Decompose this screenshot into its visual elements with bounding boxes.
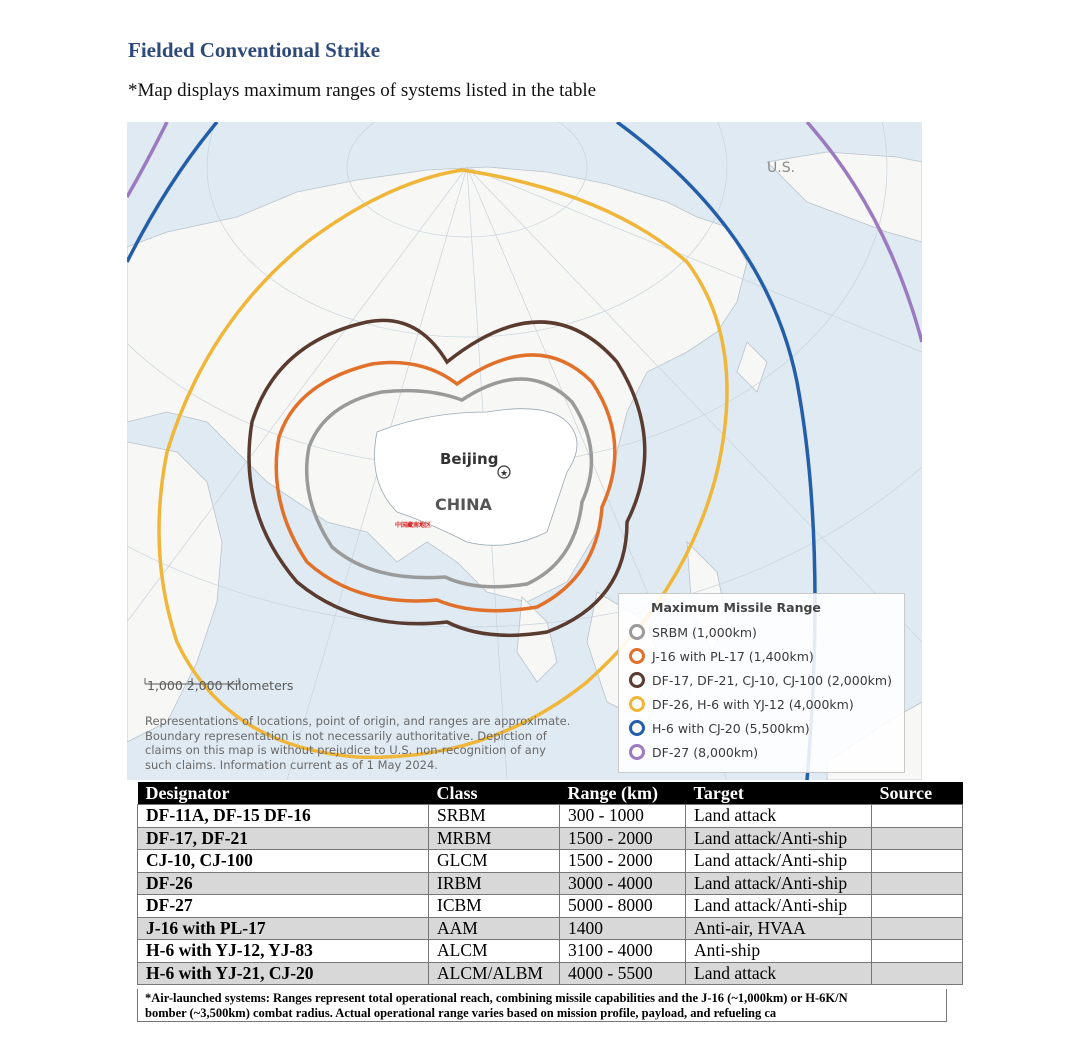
cell-range: 5000 - 8000 bbox=[560, 895, 686, 918]
cell-class: ALCM/ALBM bbox=[429, 962, 560, 985]
cell-class: ALCM bbox=[429, 940, 560, 963]
table-row bbox=[138, 827, 963, 850]
cell-range: 1500 - 2000 bbox=[560, 850, 686, 873]
legend-item-label: SRBM (1,000km) bbox=[652, 624, 757, 640]
table-row bbox=[138, 895, 963, 918]
legend-item bbox=[629, 646, 814, 666]
cell-source bbox=[872, 940, 963, 963]
systems-table bbox=[137, 782, 963, 985]
legend-title: Maximum Missile Range bbox=[651, 600, 821, 615]
table-row bbox=[138, 917, 963, 940]
cell-range: 4000 - 5500 bbox=[560, 962, 686, 985]
table-footnote bbox=[137, 989, 947, 1022]
legend-item bbox=[629, 742, 758, 762]
legend-item-label: J-16 with PL-17 (1,400km) bbox=[652, 648, 814, 664]
scale-label: 1,000 2,000 Kilometers bbox=[147, 678, 294, 693]
legend-item bbox=[629, 622, 757, 642]
header-class: Class bbox=[429, 782, 560, 805]
legend-item-label: H-6 with CJ-20 (5,500km) bbox=[652, 720, 810, 736]
cell-designator: DF-17, DF-21 bbox=[138, 827, 429, 850]
cell-range: 300 - 1000 bbox=[560, 805, 686, 828]
header-source: Source bbox=[872, 782, 963, 805]
cell-designator: DF-11A, DF-15 DF-16 bbox=[138, 805, 429, 828]
cell-target: Land attack bbox=[686, 962, 872, 985]
cell-source bbox=[872, 805, 963, 828]
cell-designator: DF-26 bbox=[138, 872, 429, 895]
cell-designator: DF-27 bbox=[138, 895, 429, 918]
legend-item bbox=[629, 694, 854, 714]
table-row bbox=[138, 850, 963, 873]
legend-ring-icon bbox=[629, 624, 645, 640]
table-header-row bbox=[138, 782, 963, 805]
footnote-line-1: *Air-launched systems: Ranges represent total operational reach, combining missile capabilities and the J-16 (~1,000km) or H-6K/N bbox=[145, 991, 848, 1005]
label-beijing: Beijing bbox=[440, 450, 499, 468]
cell-source bbox=[872, 962, 963, 985]
cell-target: Land attack/Anti-ship bbox=[686, 827, 872, 850]
page-subheading: *Map displays maximum ranges of systems listed in the table bbox=[128, 80, 597, 101]
header-range: Range (km) bbox=[560, 782, 686, 805]
cell-target: Anti-air, HVAA bbox=[686, 917, 872, 940]
header-designator: Designator bbox=[138, 782, 429, 805]
cell-target: Land attack/Anti-ship bbox=[686, 895, 872, 918]
cell-designator: H-6 with YJ-12, YJ-83 bbox=[138, 940, 429, 963]
legend-ring-icon bbox=[629, 720, 645, 736]
table-row bbox=[138, 805, 963, 828]
legend-item-label: DF-17, DF-21, CJ-10, CJ-100 (2,000km) bbox=[652, 672, 892, 688]
label-china: CHINA bbox=[435, 495, 492, 514]
legend-ring-icon bbox=[629, 744, 645, 760]
legend-item bbox=[629, 718, 810, 738]
header-target: Target bbox=[686, 782, 872, 805]
map-disclaimer: Representations of locations, point of origin, and ranges are approximate. Boundary representation is not necessarily authoritative. Depiction of claims on this map is without prejudice to U.S. non-recognition of any such claims. Information current as of 1 May 2024. bbox=[145, 714, 571, 772]
cell-class: SRBM bbox=[429, 805, 560, 828]
cell-range: 3100 - 4000 bbox=[560, 940, 686, 963]
cell-range: 3000 - 4000 bbox=[560, 872, 686, 895]
beijing-marker bbox=[498, 466, 510, 479]
cell-source bbox=[872, 872, 963, 895]
legend-item bbox=[629, 670, 892, 690]
page-heading: Fielded Conventional Strike bbox=[128, 38, 381, 62]
legend-ring-icon bbox=[629, 648, 645, 664]
label-red-note: 中国藏南地区 bbox=[395, 522, 432, 529]
legend-item-label: DF-27 (8,000km) bbox=[652, 744, 759, 760]
legend-item-label: DF-26, H-6 with YJ-12 (4,000km) bbox=[652, 696, 854, 712]
cell-target: Land attack/Anti-ship bbox=[686, 872, 872, 895]
cell-designator: CJ-10, CJ-100 bbox=[138, 850, 429, 873]
cell-class: IRBM bbox=[429, 872, 560, 895]
svg-text:★: ★ bbox=[499, 469, 509, 479]
cell-class: MRBM bbox=[429, 827, 560, 850]
table-row bbox=[138, 872, 963, 895]
cell-range: 1400 bbox=[560, 917, 686, 940]
cell-class: AAM bbox=[429, 917, 560, 940]
legend-ring-icon bbox=[629, 672, 645, 688]
cell-source bbox=[872, 850, 963, 873]
cell-source bbox=[872, 827, 963, 850]
table-row bbox=[138, 962, 963, 985]
range-map bbox=[127, 122, 922, 780]
cell-target: Anti-ship bbox=[686, 940, 872, 963]
cell-designator: H-6 with YJ-21, CJ-20 bbox=[138, 962, 429, 985]
cell-range: 1500 - 2000 bbox=[560, 827, 686, 850]
label-us: U.S. bbox=[767, 160, 796, 176]
table-row bbox=[138, 940, 963, 963]
footnote-line-2: bomber (~3,500km) combat radius. Actual operational range varies based on mission profile, payload, and refueling ca bbox=[145, 1005, 777, 1020]
cell-source bbox=[872, 917, 963, 940]
cell-target: Land attack bbox=[686, 805, 872, 828]
cell-class: GLCM bbox=[429, 850, 560, 873]
cell-source bbox=[872, 895, 963, 918]
map-legend bbox=[618, 593, 905, 773]
cell-designator: J-16 with PL-17 bbox=[138, 917, 429, 940]
legend-ring-icon bbox=[629, 696, 645, 712]
cell-class: ICBM bbox=[429, 895, 560, 918]
cell-target: Land attack/Anti-ship bbox=[686, 850, 872, 873]
